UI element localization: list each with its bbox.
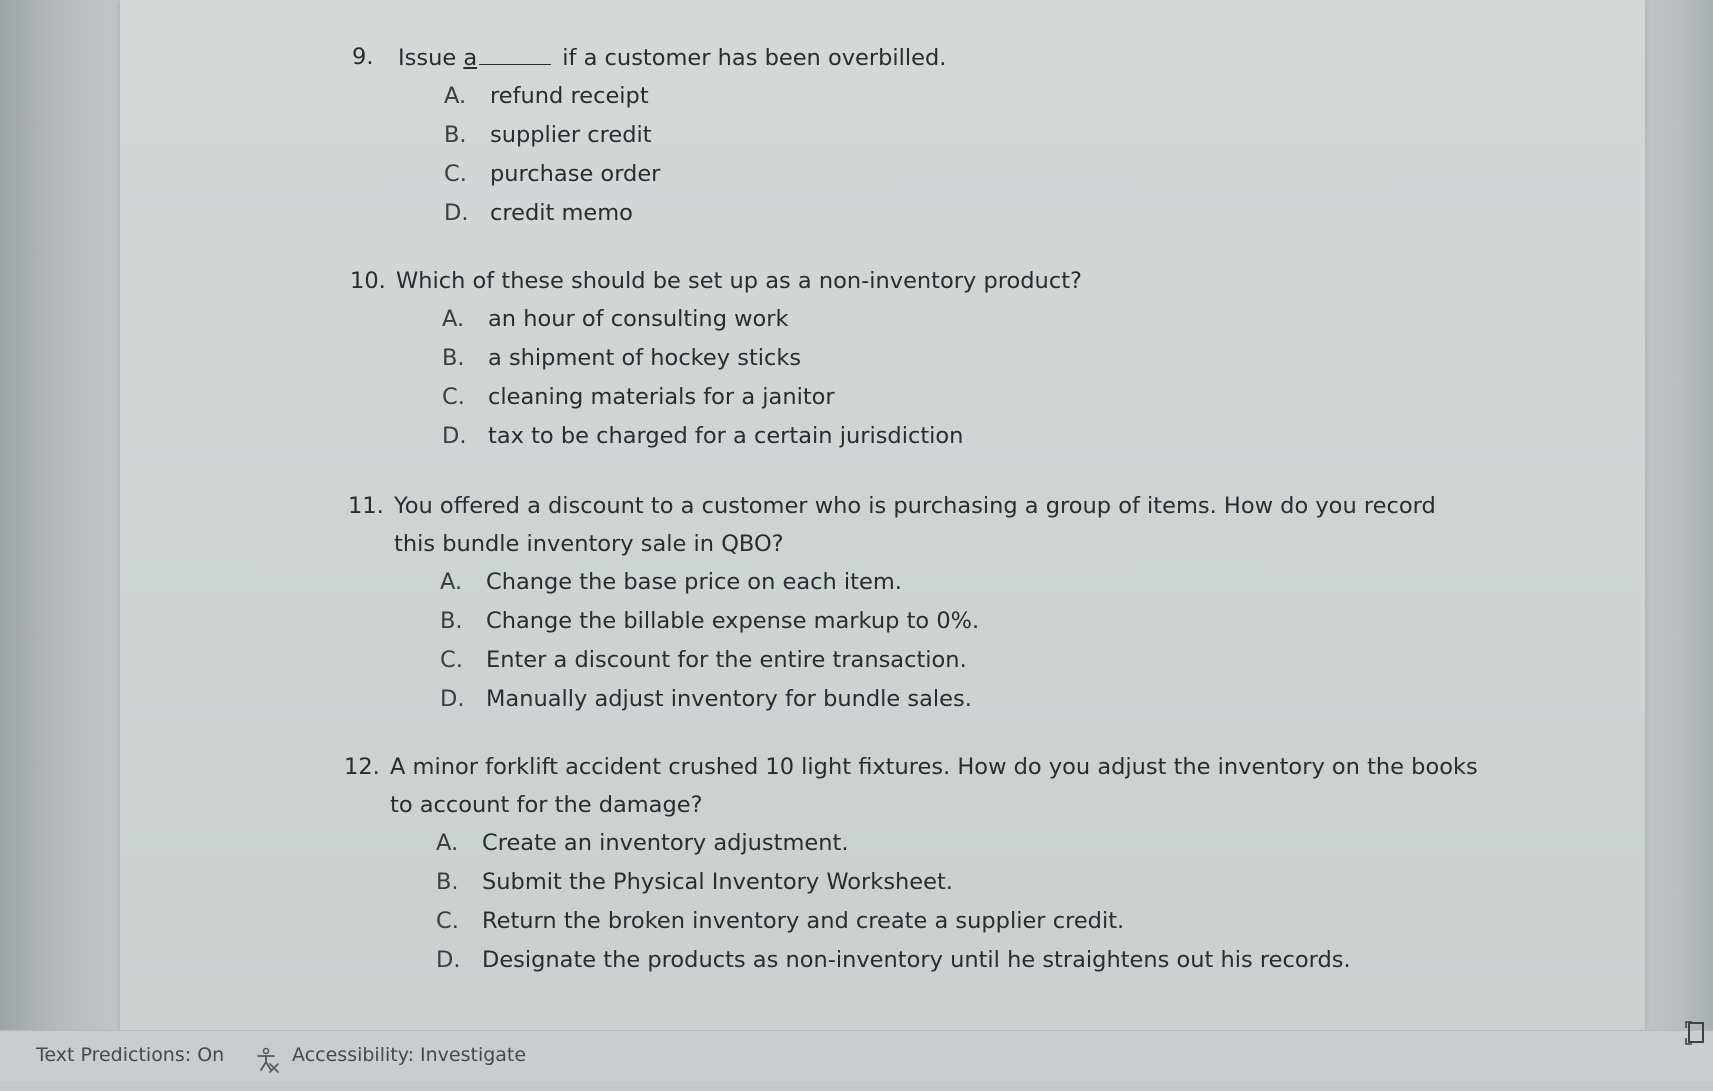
question-11 [348, 487, 1436, 719]
option-text: purchase order [490, 161, 661, 187]
document-page[interactable] [120, 0, 1645, 1030]
option-letter: D. [440, 686, 465, 712]
option-text: an hour of consulting work [488, 306, 789, 332]
accessibility-label: Accessibility: Investigate [292, 1044, 527, 1066]
option-text: Manually adjust inventory for bundle sales. [486, 686, 972, 712]
option-a [436, 824, 1478, 863]
option-letter: A. [442, 306, 465, 332]
option-b [444, 116, 946, 155]
option-letter: A. [436, 830, 459, 856]
option-c [436, 902, 1478, 941]
option-letter: A. [440, 569, 463, 595]
question-number: 12. [344, 754, 380, 780]
option-list [444, 77, 946, 233]
question-text: Which of these should be set up as a non-inventory product? [396, 268, 1082, 294]
question-9 [352, 38, 946, 233]
question-stem [348, 487, 1436, 525]
option-text: Enter a discount for the entire transaction. [486, 647, 967, 673]
question-stem [350, 262, 1082, 300]
option-text: tax to be charged for a certain jurisdiction [488, 423, 964, 449]
option-letter: D. [436, 947, 461, 973]
option-d [436, 941, 1478, 980]
option-b [436, 863, 1478, 902]
question-number: 11. [348, 493, 384, 519]
option-letter: D. [444, 200, 469, 226]
option-list [442, 300, 1082, 456]
option-list [440, 563, 1436, 719]
option-text: a shipment of hockey sticks [488, 345, 802, 371]
option-letter: B. [440, 608, 463, 634]
option-text: Change the base price on each item. [486, 569, 902, 595]
question-stem [352, 38, 946, 77]
question-number: 9. [352, 44, 374, 70]
option-text: cleaning materials for a janitor [488, 384, 835, 410]
option-b [440, 602, 1436, 641]
option-letter: C. [444, 161, 467, 187]
option-letter: B. [444, 122, 467, 148]
option-a [444, 77, 946, 116]
page-view-icon[interactable] [1683, 1020, 1709, 1046]
option-d [444, 194, 946, 233]
option-letter: D. [442, 423, 467, 449]
text-predictions-status[interactable] [36, 1031, 224, 1081]
text-predictions-label: Text Predictions: On [36, 1044, 225, 1066]
question-text-continued: this bundle inventory sale in QBO? [394, 531, 784, 557]
option-d [440, 680, 1436, 719]
option-text: refund receipt [490, 83, 649, 109]
option-letter: B. [436, 869, 459, 895]
option-letter: B. [442, 345, 465, 371]
question-text [398, 38, 946, 77]
option-letter: C. [440, 647, 463, 673]
question-text: You offered a discount to a customer who is purchasing a group of items. How do you record [394, 493, 1436, 519]
accessibility-status[interactable] [254, 1031, 526, 1081]
option-text: Change the billable expense markup to 0%. [486, 608, 980, 634]
option-letter: A. [444, 83, 467, 109]
option-d [442, 417, 1082, 456]
question-text-after: if a customer has been overbilled. [562, 45, 947, 71]
option-list [436, 824, 1478, 980]
accessibility-icon [254, 1043, 280, 1069]
question-stem [344, 748, 1478, 786]
option-text: Designate the products as non-inventory until he straightens out his records. [482, 947, 1351, 973]
option-c [444, 155, 946, 194]
option-text: Create an inventory adjustment. [482, 830, 849, 856]
question-text: A minor forklift accident crushed 10 light fixtures. How do you adjust the inventory on the books [390, 754, 1478, 780]
option-text: supplier credit [490, 122, 652, 148]
option-b [442, 339, 1082, 378]
question-article: a [463, 45, 478, 71]
question-text-before: Issue [398, 45, 457, 71]
option-c [440, 641, 1436, 680]
option-text: credit memo [490, 200, 633, 226]
option-letter: C. [442, 384, 465, 410]
option-a [440, 563, 1436, 602]
question-text-continued: to account for the damage? [390, 792, 703, 818]
option-text: Submit the Physical Inventory Worksheet. [482, 869, 953, 895]
question-number: 10. [350, 268, 386, 294]
question-10 [350, 262, 1082, 456]
answer-blank [479, 38, 551, 65]
option-c [442, 378, 1082, 417]
option-letter: C. [436, 908, 459, 934]
status-bar [0, 1030, 1713, 1081]
option-text: Return the broken inventory and create a supplier credit. [482, 908, 1125, 934]
option-a [442, 300, 1082, 339]
question-12 [344, 748, 1478, 980]
